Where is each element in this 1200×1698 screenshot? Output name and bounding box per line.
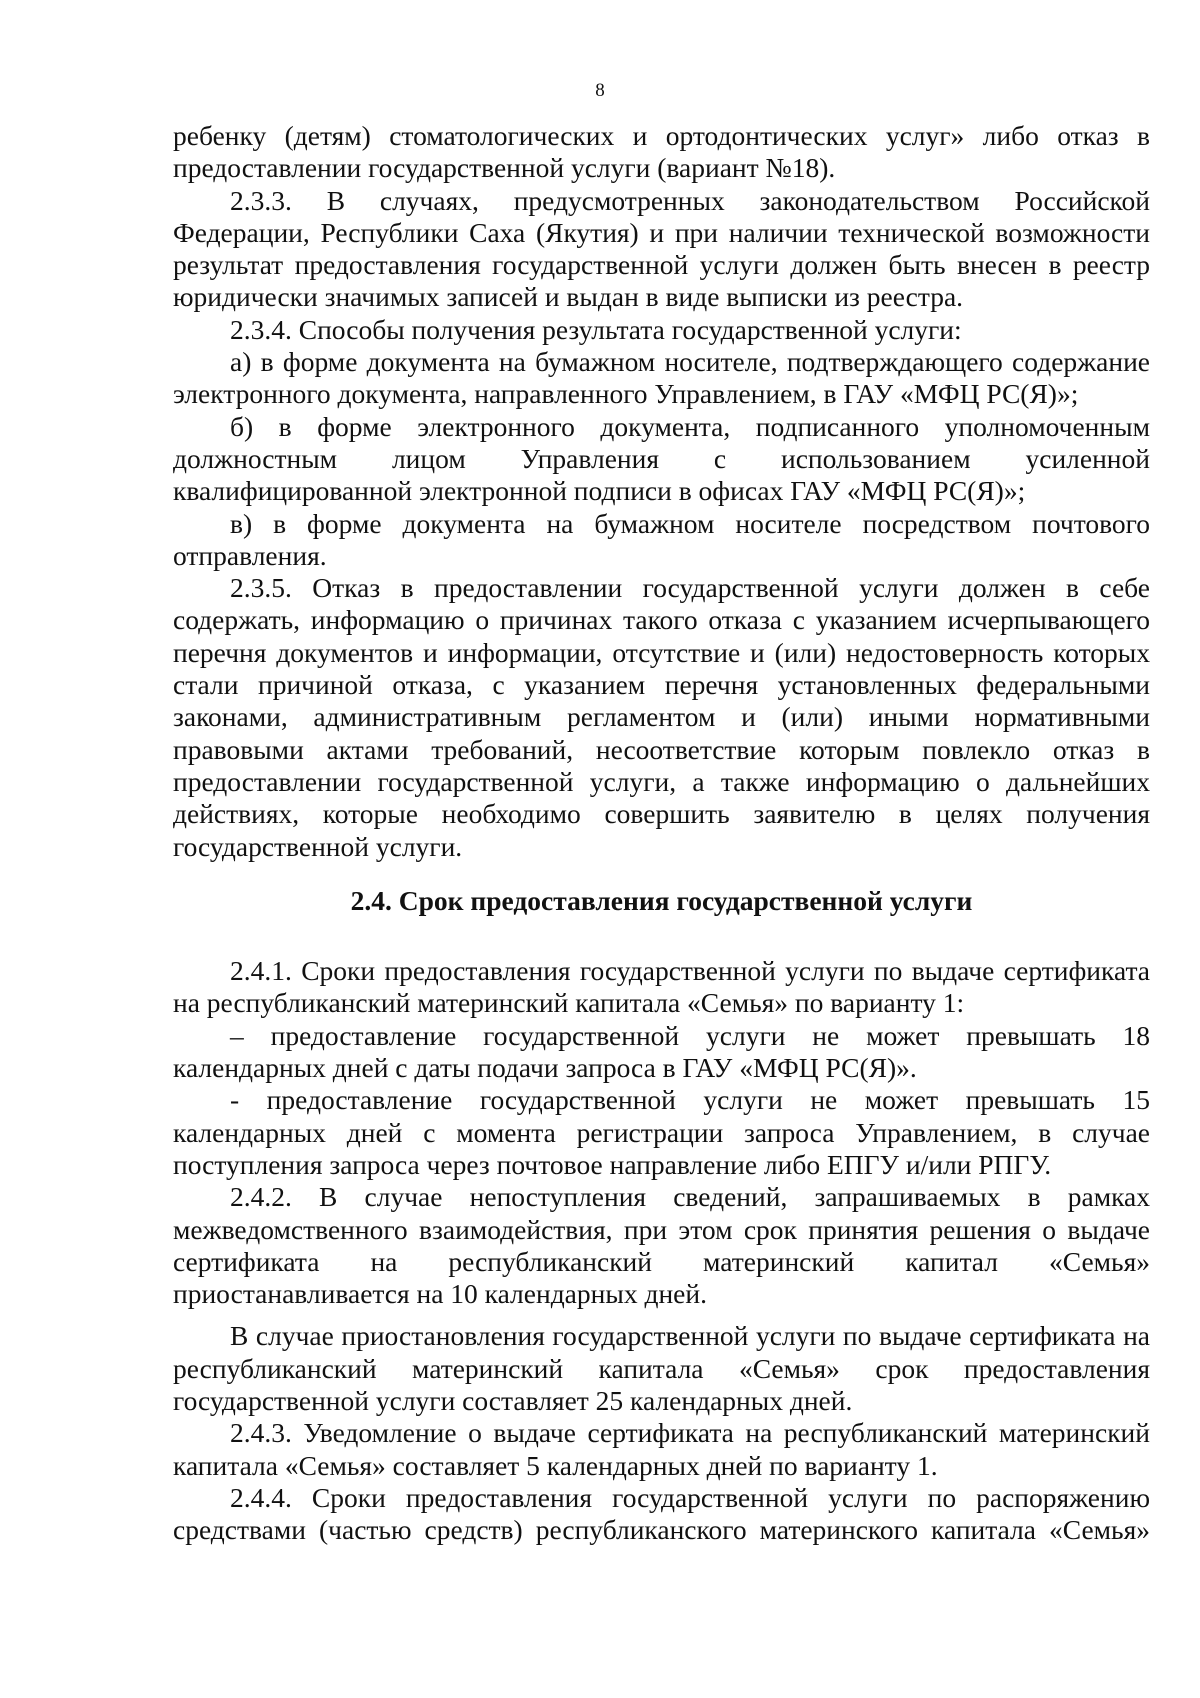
paragraph: 2.4.2. В случае непоступления сведений, запрашиваемых в рамках межведомственного взаимодействия, при этом срок принятия решения о выдаче сертификата на республиканский материнский капитал «Семья» приостанавливается на 10 календарных дней. [173, 1181, 1150, 1310]
paragraph: 2.4.1. Сроки предоставления государственной услуги по выдаче сертификата на республиканский материнский капитала «Семья» по варианту 1: [173, 955, 1150, 1019]
paragraph: ребенку (детям) стоматологических и ортодонтических услуг» либо отказ в предоставлении государственной услуги (вариант №18). [173, 120, 1150, 184]
paragraph: - предоставление государственной услуги не может превышать 15 календарных дней с момента регистрации запроса Управлением, в случае поступления запроса через почтовое направление либо ЕПГУ и/или РПГУ. [173, 1084, 1150, 1180]
section-heading: 2.4. Срок предоставления государственной услуги [350, 884, 973, 916]
paragraph: 2.4.3. Уведомление о выдаче сертификата на республиканский материнский капитала «Семья» составляет 5 календарных дней по варианту 1. [173, 1417, 1150, 1481]
page-number: 8 [595, 80, 605, 101]
paragraph: в) в форме документа на бумажном носителе посредством почтового отправления. [173, 507, 1150, 571]
paragraph: В случае приостановления государственной услуги по выдаче сертификата на республиканский материнский капитала «Семья» срок предоставления государственной услуги составляет 25 календарных дней. [173, 1320, 1150, 1416]
paragraph: 2.4.4. Сроки предоставления государственной услуги по распоряжению средствами (частью средств) республиканского материнского капитала «Семья» [173, 1481, 1150, 1546]
paragraph: б) в форме электронного документа, подписанного уполномоченным должностным лицом Управления с использованием усиленной квалифицированной электронной подписи в офисах ГАУ «МФЦ РС(Я)»; [173, 410, 1150, 507]
paragraph: 2.3.3. В случаях, предусмотренных законодательством Российской Федерации, Республики Саха (Якутия) и при наличии технической возможности результат предоставления государственной услуги должен быть внесен в реестр юридически значимых записей и выдан в виде выписки из реестра. [173, 184, 1150, 313]
paragraph: 2.3.5. Отказ в предоставлении государственной услуги должен в себе содержать, информацию о причинах такого отказа с указанием исчерпывающего перечня документов и информации, отсутствие и (или) недостоверность которых стали причиной отказа, с указанием перечня установленных федеральными законами, административным регламентом и (или) иными нормативными правовыми актами требований, несоответствие которым повлекло отказ в предоставлении государственной услуги, а также информацию о дальнейших действиях, которые необходимо совершить заявителю в целях получения государственной услуги. [173, 572, 1150, 862]
paragraph: – предоставление государственной услуги не может превышать 18 календарных дней с даты подачи запроса в ГАУ «МФЦ РС(Я)». [173, 1019, 1150, 1084]
document-body [173, 120, 1150, 1546]
paragraph: а) в форме документа на бумажном носителе, подтверждающего содержание электронного документа, направленного Управлением, в ГАУ «МФЦ РС(Я)»; [173, 346, 1150, 410]
paragraph: 2.3.4. Способы получения результата государственной услуги: [230, 313, 962, 345]
